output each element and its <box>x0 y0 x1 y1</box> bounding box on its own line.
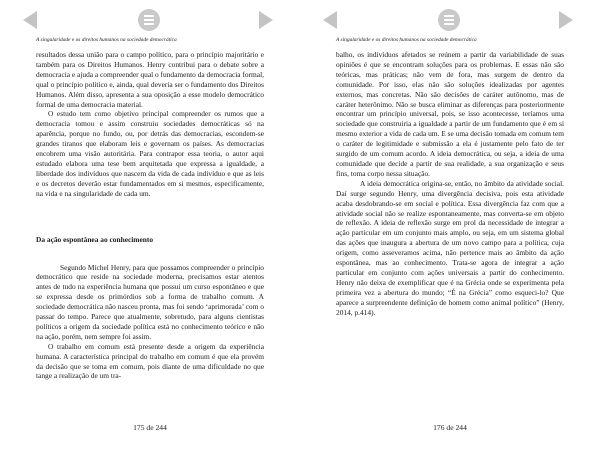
running-head: A singularidade e os direitos humanos na sociedade democrática <box>336 37 477 43</box>
paragraph: O trabalho em comum está presente desde a origem da experiência humana. A característica principal do trabalho em comum é que ela provém da decisão que se toma em comum, pois diante de uma dificuldade no que tange a realização de um tra- <box>36 341 264 381</box>
menu-icon-line <box>144 15 154 17</box>
paragraph: O estudo tem como objetivo principal compreender os rumos que a democracia tomou e assim construiu sociedades democráticas só na aparência, porque no fundo, ou, por detrás das democracias, escondem-se grandes tiranos que elaboram leis e governam os países. As democracias encobrem uma visão autoritária. Para contrapor essa teoria, o autor aqui estudado elabora uma tese bem arquitetada que expressa a igualdade, a liberdade dos indivíduos que nascem da vida de cada indivíduo e que as leis e os decretos deverão estar fundamentados em si mesmos, especificamente, na vida e na singularidade de cada um. <box>36 109 264 198</box>
viewer-toolbar-left <box>0 0 300 36</box>
paragraph: resultados dessa união para o campo político, para o princípio majoritário e também para os Direitos Humanos. Henry contribui para o debate sobre a democracia e ajuda a compreender qual o fundamento da democracia formal, qual o princípio político e, ainda, qual deveria ser o fundamento dos Direitos Humanos. Além disso, apresenta a sua oposição a esse modelo democrático formal de uma democracia material. <box>36 50 264 109</box>
viewer-toolbar-right <box>300 0 600 36</box>
paragraph: balho, os indivíduos afetados se reúnem a partir da variabilidade de suas opiniões é que se encontram soluções para os problemas. E essas não são teóricas, mas práticas; não vem de fora, mas surgem de dentro da comunidade. Por isso, elas não são soluções idealizadas por agentes externos, mas concretas. Não são decisões de caráter autônomo, mas de caráter heterônimo. Não se busca eliminar as diferenças para posteriormente encontrar um princípio universal, pois, se isso acontecesse, teríamos uma sociedade que construiria a igualdade a partir de um fundamento que é em si mesmo exterior a vida de cada um. E se uma decisão tomada em comum tem o caráter de legitimidade e submissão a ela é justamente pelo fato de ter surgido de um comum acordo. A ideia democrática, ou seja, a ideia de uma comunidade que decide a partir de sua realidade, a sua organização e seus fins, toma corpo nessa situação. <box>336 50 564 178</box>
section-title: Da ação espontânea ao conhecimento <box>36 234 154 244</box>
menu-icon-line <box>144 23 154 25</box>
right-page <box>300 0 600 450</box>
paragraph: A ideia democrática origina-se, então, no âmbito da atividade social. Daí surge segundo Henry, uma divergência decisiva, pois esta atividade acaba desdobrando-se em social e política. Essa divergência faz com que a atividade social não se realize espontaneamente, mas converta-se em objeto de reflexão. A ideia de reflexão surge em prol da necessidade de integrar a ação particular em um conjunto mais amplo, ou seja, em um sistema global das ações que inaugura a abertura de um novo campo para a política, cuja origem, como asseveramos acima, não pertence mais ao âmbito da ação espontânea, mas ao conhecimento. Trata-se agora de integrar a ação particular em conjunto com ações universais a partir do conhecimento. Henry não deixa de exemplificar que é na Grécia onde se experimenta pela primeira vez a abertura do mundo; “É na Grécia” como esqueci-lo? Que aparece a surpreendente definição de homem como animal político” (Henry, 2014, p.414). <box>336 178 564 317</box>
page-number: 175 de 244 <box>133 423 167 432</box>
menu-button[interactable] <box>438 9 460 31</box>
menu-icon-line <box>144 19 154 21</box>
menu-icon-line <box>444 19 454 21</box>
menu-icon-line <box>444 23 454 25</box>
previous-page-arrow-icon[interactable] <box>23 11 37 29</box>
running-head: A singularidade e os direitos humanos na sociedade democrática <box>36 37 177 43</box>
page-body <box>336 50 564 317</box>
page-number: 176 de 244 <box>433 423 467 432</box>
next-page-arrow-icon[interactable] <box>259 11 273 29</box>
previous-page-arrow-icon[interactable] <box>323 11 337 29</box>
page-body <box>36 50 264 381</box>
next-page-arrow-icon[interactable] <box>559 11 573 29</box>
menu-button[interactable] <box>138 9 160 31</box>
menu-icon-line <box>444 15 454 17</box>
paragraph: Segundo Michel Henry, para que possamos compreender o princípio democrático que reside na sociedade moderna, precisamos estar atentos antes de tudo na experiência humana que possui um curso espontâneo e que se expressa desde os primórdios sob a forma de trabalho comum. A sociedade democrática não nasceu pronta, mas foi sendo ‘aprimorada’ com o passar do tempo. Parece que atualmente, sobretudo, para alguns cientistas políticos a origem da sociedade política está no conhecimento teórico e não na ação, porém, nem sempre foi assim. <box>36 262 264 341</box>
